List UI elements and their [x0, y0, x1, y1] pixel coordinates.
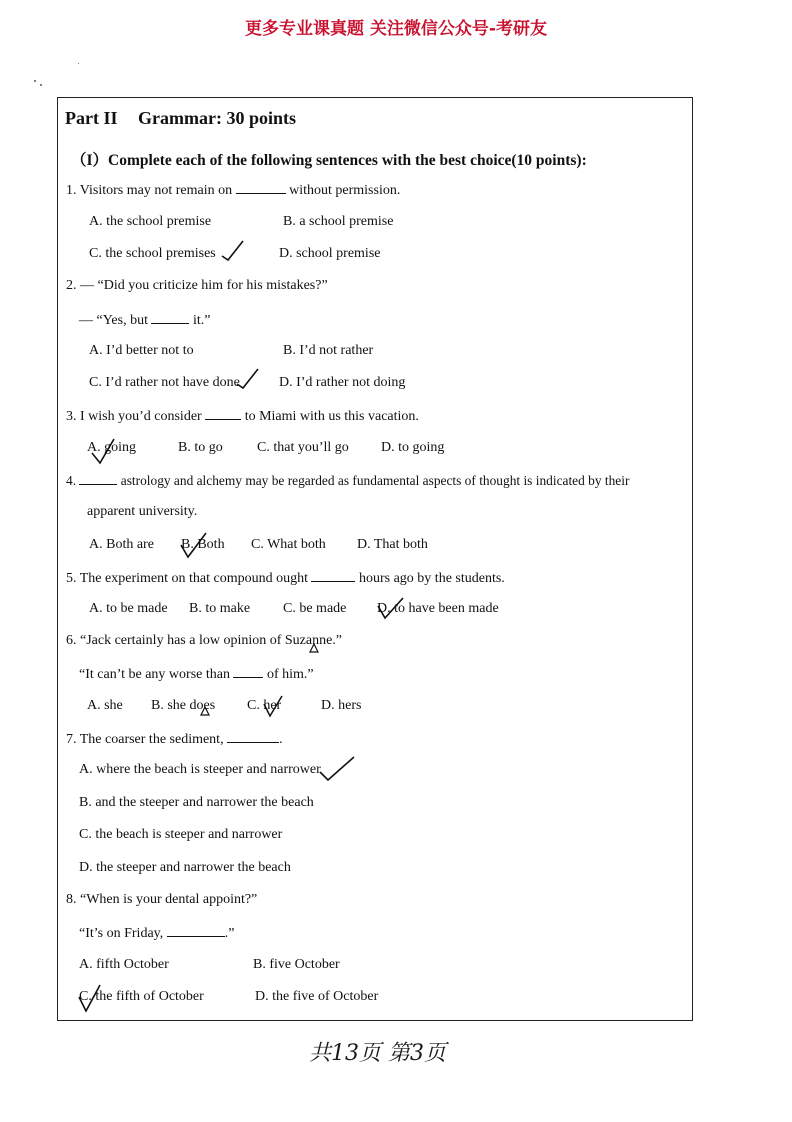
section-title: （I）Complete each of the following sentences with the best choice(10 points):	[71, 152, 587, 169]
question-6-reply: “It can’t be any worse than of him.”	[79, 667, 314, 682]
q8-option-b: B. five October	[253, 957, 340, 972]
q4-option-c: C. What both	[251, 537, 326, 552]
q3-option-d: D. to going	[381, 440, 445, 455]
question-7-stem: 7. The coarser the sediment, .	[66, 732, 283, 747]
part-label: Part II	[65, 108, 118, 128]
scan-speck	[40, 84, 42, 86]
question-2-reply: — “Yes, but it.”	[79, 313, 211, 328]
q6-option-c: C. her	[247, 698, 282, 713]
q4-option-b: B. Both	[181, 537, 225, 552]
promo-banner: 更多专业课真题 关注微信公众号-考研友	[245, 19, 547, 39]
handwritten-page-note-text: 共13页 第3页	[309, 1041, 446, 1066]
triangle-icon	[309, 643, 319, 653]
checkmark-icon	[375, 596, 405, 620]
part-points: 30 points	[226, 108, 296, 128]
answer-blank	[311, 569, 355, 582]
q1-option-c: C. the school premises	[89, 246, 216, 261]
q8-option-d: D. the five of October	[255, 989, 379, 1004]
q3-option-a: A. going	[87, 440, 136, 455]
checkmark-icon	[178, 531, 208, 561]
q6-option-d: D. hers	[321, 698, 362, 713]
checkmark-icon	[318, 754, 356, 782]
q6-option-b: B. she does	[151, 698, 216, 713]
scan-speck	[34, 80, 36, 82]
question-2-stem: 2. — “Did you criticize him for his mistakes?”	[66, 278, 328, 293]
scan-speck	[78, 63, 79, 64]
q4-option-a: A. Both are	[89, 537, 154, 552]
q5-option-a: A. to be made	[89, 601, 168, 616]
checkmark-icon	[88, 437, 116, 467]
q5-option-b: B. to make	[189, 601, 251, 616]
answer-blank	[79, 472, 117, 485]
q5-option-c: C. be made	[283, 601, 347, 616]
question-5-stem: 5. The experiment on that compound ought hours ago by the students.	[66, 571, 505, 586]
q1-option-b: B. a school premise	[283, 214, 394, 229]
question-6-stem: 6. “Jack certainly has a low opinion of Suzanne.”	[66, 633, 343, 648]
part-title	[65, 108, 296, 129]
q6-option-a: A. she	[87, 698, 123, 713]
checkmark-icon	[262, 694, 284, 718]
question-1-stem: 1. Visitors may not remain on without permission.	[66, 183, 401, 198]
q2-option-c: C. I’d rather not have done	[89, 375, 240, 390]
answer-blank	[227, 730, 279, 743]
q7-option-c: C. the beach is steeper and narrower	[79, 827, 283, 842]
q2-option-a: A. I’d better not to	[89, 343, 194, 358]
exam-frame	[57, 97, 693, 1021]
checkmark-icon	[76, 983, 102, 1013]
q3-option-c: C. that you’ll go	[257, 440, 349, 455]
q7-option-a: A. where the beach is steeper and narrower	[79, 762, 321, 777]
answer-blank	[236, 181, 286, 194]
checkmark-icon	[235, 366, 261, 392]
answer-blank	[233, 665, 263, 678]
answer-blank	[167, 924, 225, 937]
q2-option-b: B. I’d not rather	[283, 343, 374, 358]
q2-option-d: D. I’d rather not doing	[279, 375, 406, 390]
handwritten-page-note	[305, 1030, 475, 1072]
question-4-stem: 4. astrology and alchemy may be regarded as fundamental aspects of thought is indicated by their	[66, 473, 630, 488]
q7-option-d: D. the steeper and narrower the beach	[79, 860, 291, 875]
q7-option-b: B. and the steeper and narrower the beach	[79, 795, 314, 810]
q4-option-d: D. That both	[357, 537, 428, 552]
question-3-stem: 3. I wish you’d consider to Miami with us this vacation.	[66, 409, 419, 424]
question-4-continuation: apparent university.	[87, 504, 198, 519]
q8-option-a: A. fifth October	[79, 957, 169, 972]
question-8-reply: “It’s on Friday, .”	[79, 926, 235, 941]
answer-blank	[205, 407, 241, 420]
triangle-icon	[200, 706, 210, 716]
q5-option-d: D. to have been made	[377, 601, 499, 616]
part-title-text: Grammar:	[138, 108, 222, 128]
question-8-stem: 8. “When is your dental appoint?”	[66, 892, 258, 907]
q3-option-b: B. to go	[178, 440, 223, 455]
q1-option-d: D. school premise	[279, 246, 381, 261]
checkmark-icon	[220, 238, 246, 264]
answer-blank	[151, 311, 189, 324]
q8-option-c: C. the fifth of October	[79, 989, 204, 1004]
q1-option-a: A. the school premise	[89, 214, 212, 229]
